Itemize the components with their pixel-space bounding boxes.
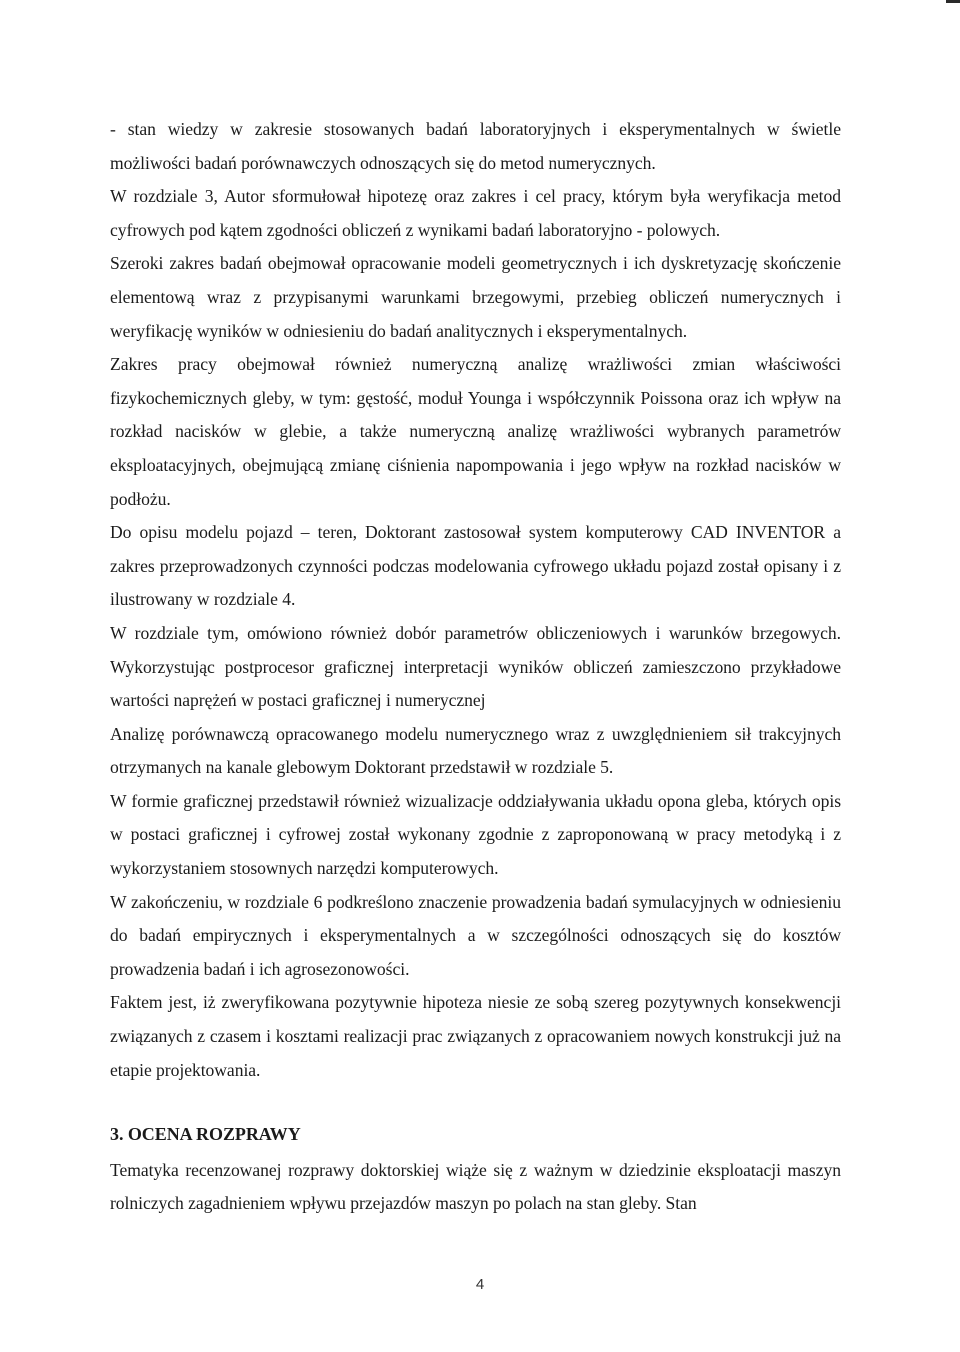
section-heading: 3. OCENA ROZPRAWY [110, 1124, 301, 1145]
paragraph-boundary-conditions: W rozdziale tym, omówiono również dobór parametrów obliczeniowych i warunków brzegowych. Wykorzystując postprocesor graficznej interpretacji wyników obliczeń zamieszczono przykładowe wartości naprężeń w postaci graficznej i numerycznej [110, 622, 841, 711]
paragraph-sensitivity-analysis: Zakres pracy obejmował również numeryczną analizę wrażliwości zmian właściwości fizykochemicznych gleby, w tym: gęstość, moduł Younga i współczynnik Poissona oraz ich wpływ na rozkład nacisków w glebie, a także numeryczną analizę wrażliwości wybranych parametrów eksploatacyjnych, obejmującą zmianę ciśnienia napompowania i jego wpływ na rozkład nacisków w podłożu. [110, 354, 841, 509]
paragraph-visualization: W formie graficznej przedstawił również wizualizacje oddziaływania układu opona gleba, których opis w postaci graficznej i cyfrowej został wykonany zgodnie z zaproponowaną w pracy metodyką i z wykorzystaniem stosownych narzędzi komputerowych. [110, 790, 841, 879]
paragraph-research-scope: Szeroki zakres badań obejmował opracowanie modeli geometrycznych i ich dyskretyzację skończenie elementową wraz z przypisanymi warunkami brzegowymi, przebieg obliczeń numerycznych i weryfikację wyników w odniesieniu do badań analitycznych i eksperymentalnych. [110, 253, 841, 341]
page-content [110, 113, 841, 1221]
scan-corner-mark [946, 0, 960, 3]
paragraph-cad-model: Do opisu modelu pojazd – teren, Doktorant zastosował system komputerowy CAD INVENTOR a zakres przeprowadzonych czynności podczas modelowania cyfrowego układu pojazd został opisany i z ilustrowany w rozdziale 4. [110, 522, 841, 610]
page-number: 4 [475, 1276, 485, 1293]
paragraph-thesis-evaluation: Tematyka recenzowanej rozprawy doktorskiej wiąże się z ważnym w dziedzinie eksploatacji maszyn rolniczych zagadnieniem wpływu przejazdów maszyn po polach na stan gleby. Stan [110, 1159, 841, 1214]
paragraph-chapter-3: W rozdziale 3, Autor sformułował hipotezę oraz zakres i cel pracy, którym była weryfikacja metod cyfrowych pod kątem zgodności obliczeń z wynikami badań laboratoryjno - polowych. [110, 186, 841, 240]
paragraph-conclusion-chapter-6: W zakończeniu, w rozdziale 6 podkreślono znaczenie prowadzenia badań symulacyjnych w odniesieniu do badań empirycznych i eksperymentalnych a w szczególności odnoszących się do kosztów prowadzenia badań i ich agrosezonowości. [110, 891, 841, 979]
paragraph-hypothesis-verified: Faktem jest, iż zweryfikowana pozytywnie hipoteza niesie ze sobą szereg pozytywnych konsekwencji związanych z czasem i kosztami realizacji prac związanych z opracowaniem nowych konstrukcji już na etapie projektowania. [110, 992, 841, 1080]
paragraph-comparative-analysis: Analizę porównawczą opracowanego modelu numerycznego wraz z uwzględnieniem sił trakcyjnych otrzymanych na kanale glebowym Doktorant przedstawił w rozdziale 5. [110, 723, 841, 778]
paragraph-state-of-knowledge: - stan wiedzy w zakresie stosowanych badań laboratoryjnych i eksperymentalnych w świetle możliwości badań porównawczych odnoszących się do metod numerycznych. [110, 119, 841, 173]
